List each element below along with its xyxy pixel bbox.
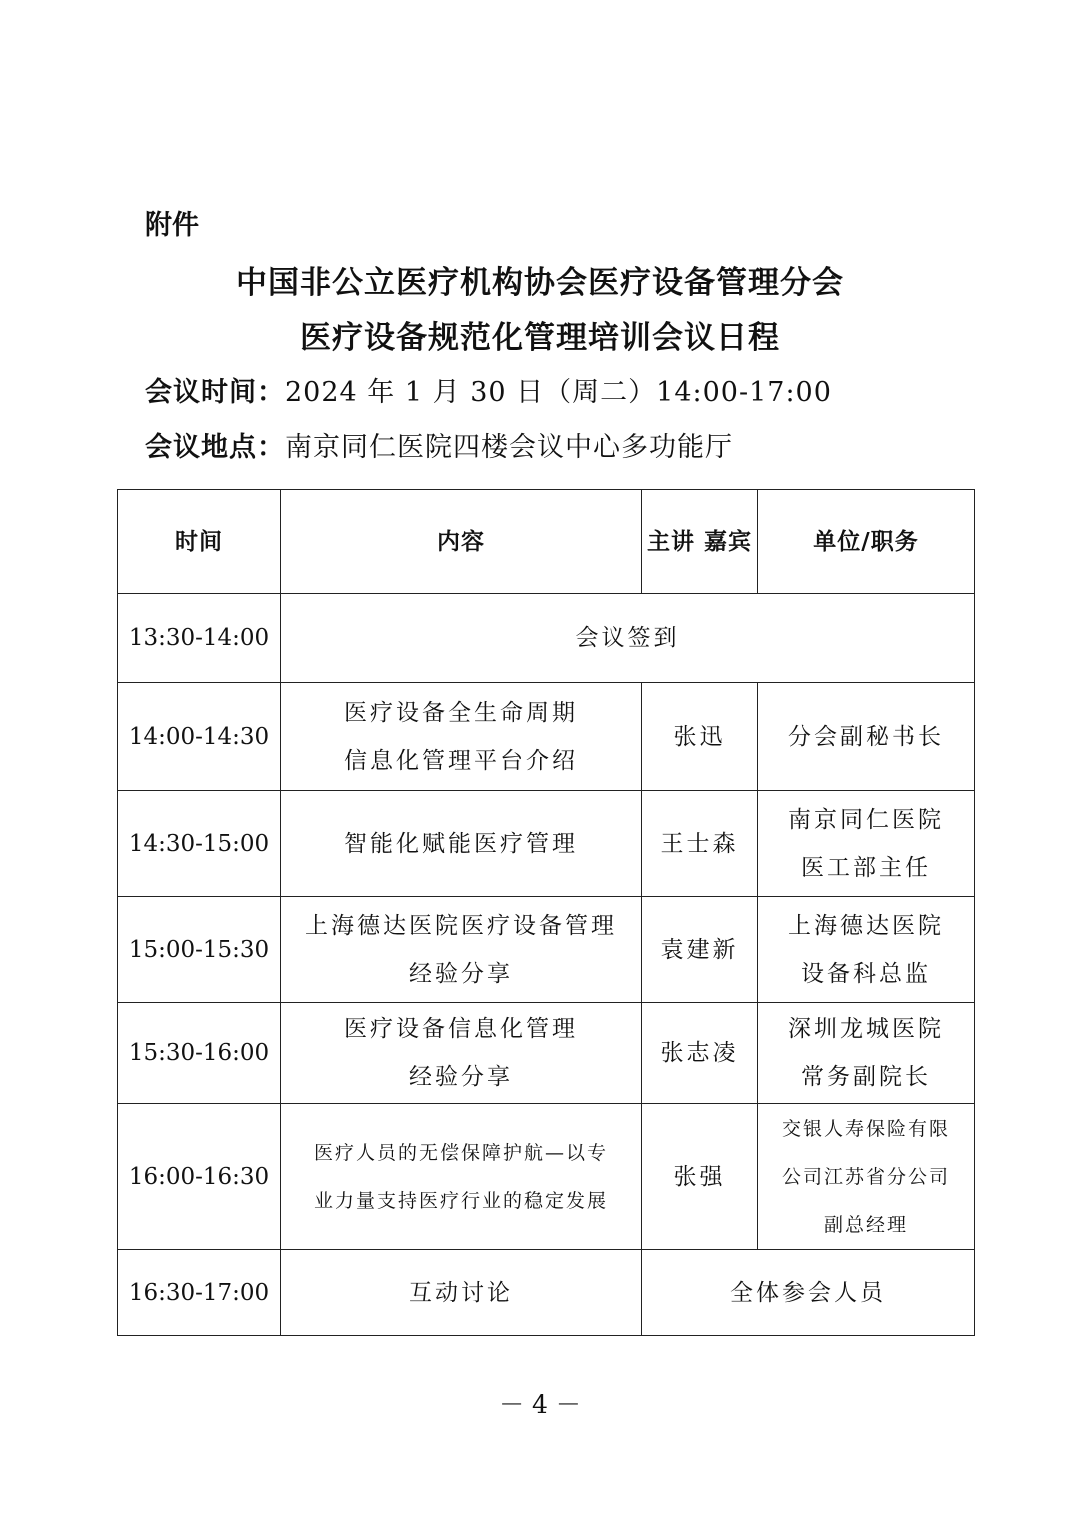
row-position bbox=[758, 791, 975, 897]
row-speaker: 王士森 bbox=[642, 791, 758, 897]
table-row bbox=[118, 683, 975, 791]
header-speaker-line2: 嘉宾 bbox=[704, 528, 752, 555]
meeting-time-value: 2024 年 1 月 30 日（周二）14:00-17:00 bbox=[285, 377, 832, 408]
row-position-line: 上海德达医院 bbox=[788, 912, 944, 939]
row-merged: 会议签到 bbox=[281, 594, 975, 683]
meeting-place-value: 南京同仁医院四楼会议中心多功能厅 bbox=[285, 432, 733, 463]
header-content: 内容 bbox=[281, 490, 642, 594]
table-row bbox=[118, 1250, 975, 1336]
row-time: 15:30-16:00 bbox=[118, 1003, 281, 1104]
row-speaker: 袁建新 bbox=[642, 897, 758, 1003]
attachment-label: 附件 bbox=[145, 210, 199, 241]
row-content-line: 上海德达医院医疗设备管理 bbox=[305, 912, 617, 939]
meeting-time-label: 会议时间： bbox=[145, 377, 285, 408]
row-time: 13:30-14:00 bbox=[118, 594, 281, 683]
table-row bbox=[118, 791, 975, 897]
row-content bbox=[281, 897, 642, 1003]
table-header-row bbox=[118, 490, 975, 594]
row-position-line: 常务副院长 bbox=[801, 1064, 931, 1090]
row-speaker: 张强 bbox=[642, 1104, 758, 1250]
row-position: 分会副秘书长 bbox=[758, 683, 975, 791]
document-subtitle: 医疗设备规范化管理培训会议日程 bbox=[300, 320, 780, 356]
row-content-line: 医疗设备信息化管理 bbox=[344, 1016, 578, 1042]
row-content: 智能化赋能医疗管理 bbox=[281, 791, 642, 897]
table-row bbox=[118, 897, 975, 1003]
table-row bbox=[118, 1104, 975, 1250]
page-number: － 4 － bbox=[499, 1390, 581, 1419]
row-position-line: 深圳龙城医院 bbox=[788, 1016, 944, 1042]
meeting-place bbox=[145, 425, 733, 464]
row-position-line: 副总经理 bbox=[823, 1213, 908, 1236]
row-content-line: 经验分享 bbox=[409, 1064, 513, 1090]
row-speaker: 张迅 bbox=[642, 683, 758, 791]
row-content bbox=[281, 683, 642, 791]
row-position-line: 医工部主任 bbox=[801, 854, 931, 881]
row-speaker-position: 全体参会人员 bbox=[642, 1250, 975, 1336]
row-position bbox=[758, 897, 975, 1003]
row-content bbox=[281, 1104, 642, 1250]
row-time: 14:30-15:00 bbox=[118, 791, 281, 897]
row-speaker: 张志凌 bbox=[642, 1003, 758, 1104]
row-content-line: 经验分享 bbox=[409, 960, 513, 987]
row-content-line: 医疗设备全生命周期 bbox=[344, 699, 578, 726]
table-row bbox=[118, 1003, 975, 1104]
document-title: 中国非公立医疗机构协会医疗设备管理分会 bbox=[236, 265, 844, 301]
meeting-place-label: 会议地点： bbox=[145, 432, 285, 463]
row-position-line: 交银人寿保险有限 bbox=[781, 1117, 950, 1140]
header-speaker bbox=[642, 490, 758, 594]
row-content-line: 业力量支持医疗行业的稳定发展 bbox=[313, 1189, 608, 1212]
schedule-table bbox=[117, 489, 975, 1336]
table-row bbox=[118, 594, 975, 683]
header-time: 时间 bbox=[118, 490, 281, 594]
row-content bbox=[281, 1003, 642, 1104]
row-content-line: 医疗人员的无偿保障护航—以专 bbox=[313, 1141, 608, 1164]
row-position bbox=[758, 1104, 975, 1250]
row-content-line: 信息化管理平台介绍 bbox=[344, 747, 578, 774]
row-time: 15:00-15:30 bbox=[118, 897, 281, 1003]
row-time: 16:30-17:00 bbox=[118, 1250, 281, 1336]
row-position-line: 设备科总监 bbox=[801, 960, 931, 987]
meeting-time bbox=[145, 370, 832, 409]
header-position: 单位/职务 bbox=[758, 490, 975, 594]
row-time: 16:00-16:30 bbox=[118, 1104, 281, 1250]
row-content: 互动讨论 bbox=[281, 1250, 642, 1336]
row-position bbox=[758, 1003, 975, 1104]
row-position-line: 公司江苏省分公司 bbox=[781, 1165, 950, 1188]
header-speaker-line1: 主讲 bbox=[646, 528, 695, 555]
row-time: 14:00-14:30 bbox=[118, 683, 281, 791]
row-position-line: 南京同仁医院 bbox=[788, 806, 944, 833]
